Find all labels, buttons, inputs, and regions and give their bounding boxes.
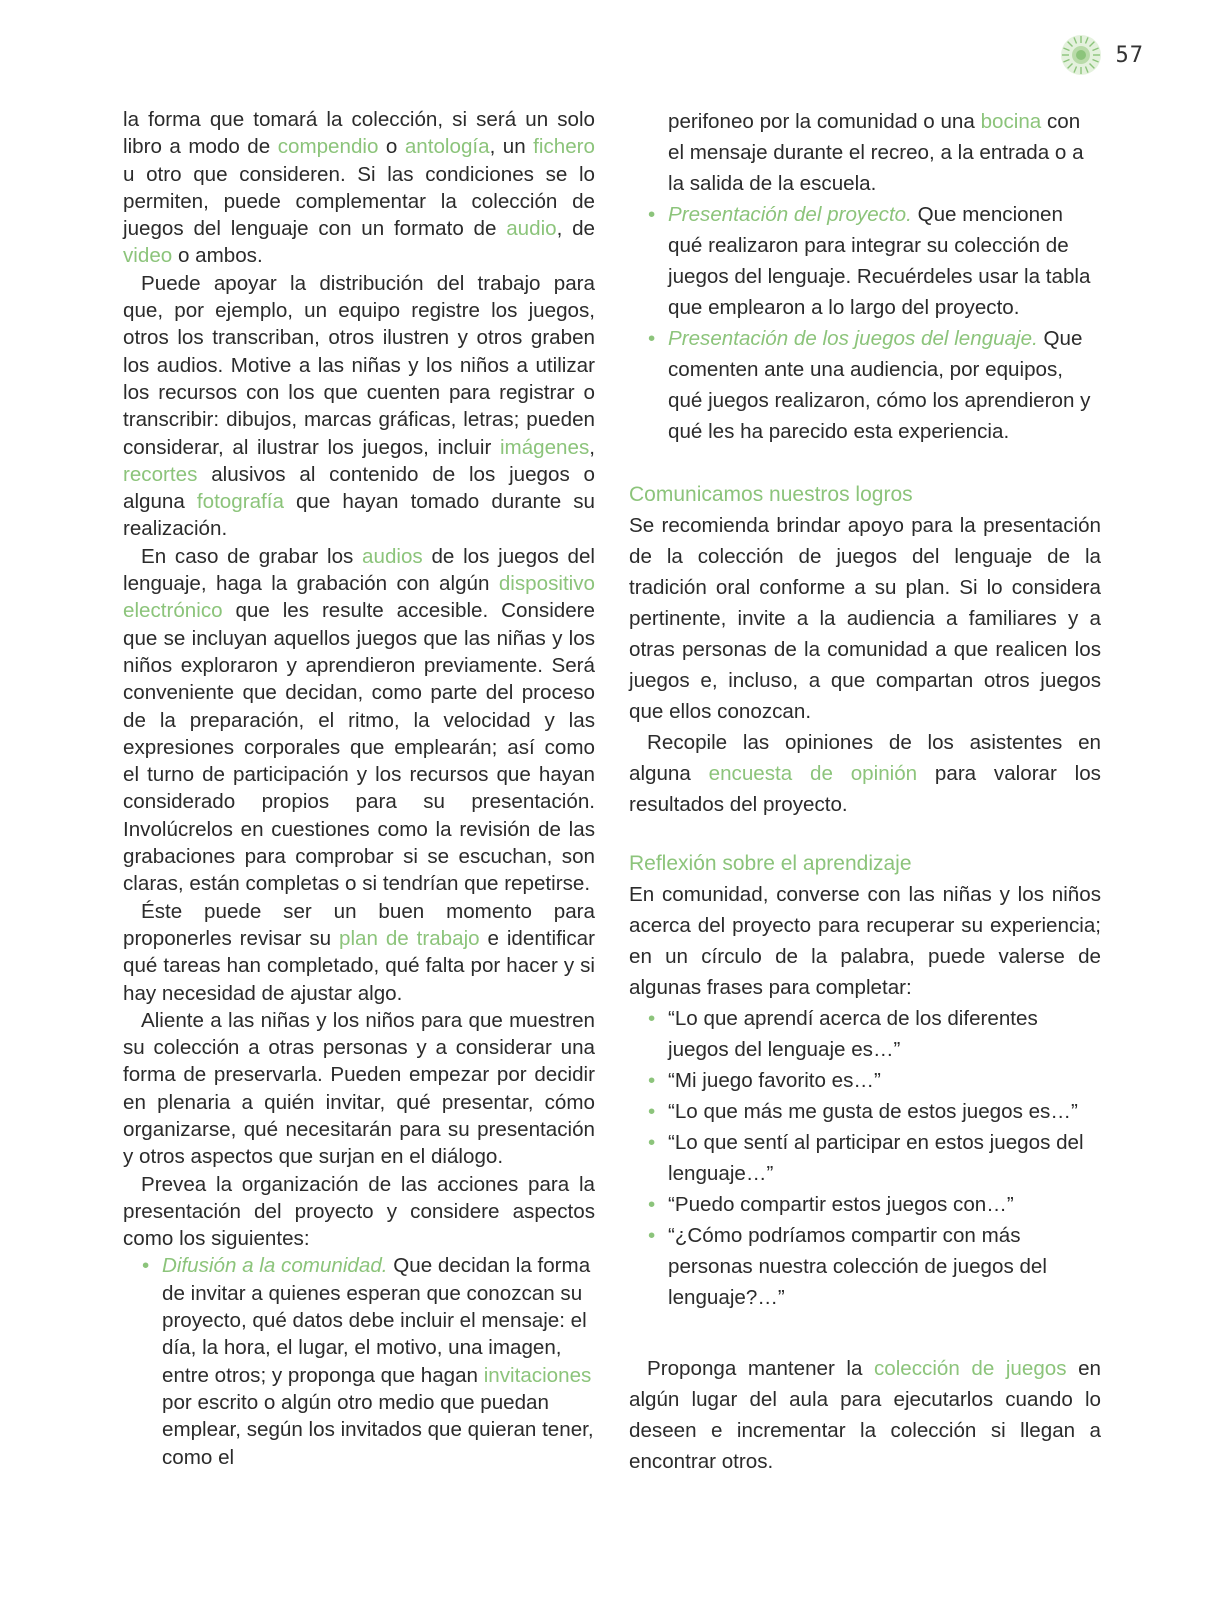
- paragraph: Puede apoyar la distribución del trabajo para que, por ejemplo, un equipo registre los juegos, otros los transcriban, otros ilustren y otros graben los audios. Motive a las niñas y los niños a utilizar los recursos con los que cuenten para registrar o transcribir: dibujos, marcas gráficas, letras; pueden considerar, al ilustrar los juegos, incluir imágenes, recortes alusivos al contenido de los juegos o alguna fotografía que hayan tomado durante su realización.: [123, 271, 595, 541]
- paragraph: Se recomienda brindar apoyo para la presentación de la colección de juegos del lenguaje de la tradición oral conforme a su plan. Si lo considera pertinente, invite a la audiencia a familiares y a otras personas de la comunidad a que realicen los juegos e, incluso, a que compartan otros juegos que ellos conozcan.: [629, 514, 1101, 723]
- section-heading: Comunicamos nuestros logros: [629, 483, 913, 506]
- list-item: • Presentación del proyecto. Que mencionen qué realizaron para integrar su colección de juegos del lenguaje. Recuérdeles usar la tabla que emplearon a lo largo del proyecto.: [668, 199, 1101, 323]
- paragraph: En caso de grabar los audios de los juegos del lenguaje, haga la grabación con algún dispositivo electrónico que les resulte accesible. Considere que se incluyan aquellos juegos que las niñas y los niños exploraron y aprendieron previamente. Será conveniente que decidan, como parte del proceso de la preparación, el ritmo, la velocidad y las expresiones corporales que emplearán; así como el turno de participación y los recursos que hayan considerado propios para su presentación. Involúcrelos en cuestiones como la revisión de las grabaciones para comprobar si se escuchan, son claras, están completas o si tendrían que repetirse.: [123, 544, 595, 896]
- list-item: • “Lo que más me gusta de estos juegos es…”: [668, 1096, 1101, 1127]
- page-number: 57: [1115, 42, 1144, 68]
- left-column: [123, 106, 595, 1471]
- paragraph: Proponga mantener la colección de juegos en algún lugar del aula para ejecutarlos cuando lo deseen e incrementar la colección si llegan a encontrar otros.: [629, 1357, 1101, 1473]
- list-item: • “Lo que aprendí acerca de los diferentes juegos del lenguaje es…”: [668, 1003, 1101, 1065]
- list-item: • Presentación de los juegos del lenguaje. Que comenten ante una audiencia, por equipos, qué juegos realizaron, cómo los aprendieron y qué les ha parecido esta experiencia.: [668, 323, 1101, 447]
- paragraph: Aliente a las niñas y los niños para que muestren su colección a otras personas y a considerar una forma de preservarla. Pueden empezar por decidir en plenaria a quién invitar, qué presentar, cómo organizarse, qué necesitarán para su presentación y otros aspectos que surjan en el diálogo.: [123, 1008, 595, 1169]
- phrases-list: [629, 1003, 1101, 1313]
- list-item: • “Lo que sentí al participar en estos juegos del lenguaje…”: [668, 1127, 1101, 1189]
- list-item: • “¿Cómo podríamos compartir con más personas nuestra colección de juegos del lenguaje?…”: [668, 1220, 1101, 1313]
- right-column: [629, 106, 1101, 1477]
- paragraph: Recopile las opiniones de los asistentes en alguna encuesta de opinión para valorar los resultados del proyecto.: [629, 731, 1101, 816]
- paragraph: En comunidad, converse con las niñas y los niños acerca del proyecto para recuperar su experiencia; en un círculo de la palabra, puede valerse de algunas frases para completar:: [629, 883, 1101, 999]
- paragraph: Prevea la organización de las acciones para la presentación del proyecto y considere aspectos como los siguientes:: [123, 1172, 595, 1251]
- page-header: [1060, 34, 1145, 76]
- aspects-list: [123, 1252, 595, 1470]
- list-item: • Difusión a la comunidad. Que decidan la forma de invitar a quienes esperan que conozcan su proyecto, qué datos debe incluir el mensaje: el día, la hora, el lugar, el motivo, una imagen, entre otros; y proponga que hagan invitaciones por escrito o algún otro medio que puedan emplear, según los invitados que quieran tener, como el: [162, 1252, 595, 1470]
- section-heading: Reflexión sobre el aprendizaje: [629, 852, 912, 875]
- sun-emblem-icon: [1060, 34, 1102, 76]
- list-item: perifoneo por la comunidad o una bocina con el mensaje durante el recreo, a la entrada o a la salida de la escuela.: [668, 110, 1084, 195]
- paragraph: la forma que tomará la colección, si será un solo libro a modo de compendio o antología, un fichero u otro que consideren. Si las condiciones se lo permiten, puede complementar la colección de juegos del lenguaje con un formato de audio, de video o ambos.: [123, 108, 596, 268]
- list-item: • “Puedo compartir estos juegos con…”: [668, 1189, 1101, 1220]
- aspects-list-continued: [629, 106, 1101, 447]
- list-item: • “Mi juego favorito es…”: [668, 1065, 1101, 1096]
- paragraph: Éste puede ser un buen momento para proponerles revisar su plan de trabajo e identificar qué tareas han completado, qué falta por hacer y si hay necesidad de ajustar algo.: [123, 899, 595, 1005]
